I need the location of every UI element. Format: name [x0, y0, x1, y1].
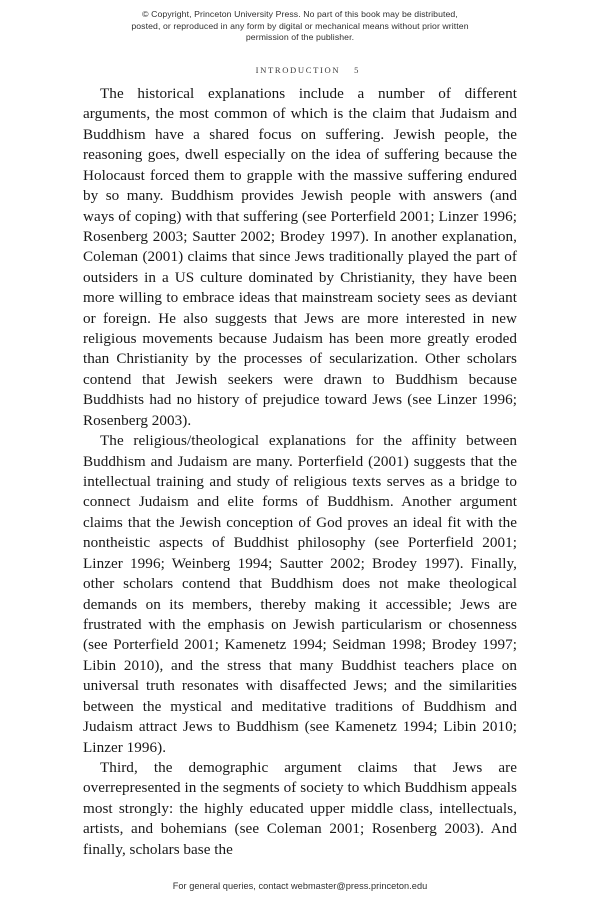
- page-number: 5: [354, 65, 360, 75]
- paragraph: The historical explanations include a number of different arguments, the most common of which is the claim that Judaism and Buddhism have a shared focus on suffering. Jewish people, the reasoning goes, dwell especially on the idea of suffering because the Holocaust forced them to grapple with the massive suffering endured by so many. Buddhism provides Jewish people with answers (and ways of coping) with that suffering (see Porterfield 2001; Linzer 1996; Rosenberg 2003; Sautter 2002; Brodey 1997). In another explanation, Coleman (2001) claims that since Jews traditionally played the part of outsiders in a US culture dominated by Christianity, they have been more willing to embrace ideas that mainstream society sees as deviant or foreign. He also suggests that Jews are more interested in new religious movements because Judaism has been more greatly eroded than Christianity by the processes of secularization. Other scholars contend that Jewish seekers were drawn to Buddhism because Buddhists had no history of prejudice toward Jews (see Linzer 1996; Rosenberg 2003).: [83, 85, 517, 429]
- paragraph: The religious/theological explanations for the affinity between Buddhism and Judaism are many. Porterfield (2001) suggests that the intellectual training and study of religious texts serves as a bridge to connect Judaism and elite forms of Buddhism. Another argument claims that the Jewish conception of God proves an ideal fit with the nontheistic aspects of Buddhist philosophy (see Porterfield 2001; Linzer 1996; Weinberg 1994; Sautter 2002; Brodey 1997). Finally, other scholars contend that Buddhism does not make theological demands on its members, thereby making it accessible; Jews are frustrated with the emphasis on Jewish particularism or chosenness (see Porterfield 2001; Kamenetz 1994; Seidman 1998; Brodey 1997; Libin 2010), and the stress that many Buddhist teachers place on universal truth resonates with disaffected Jews; and the similarities between the mystical and meditative traditions of Buddhism and Judaism attract Jews to Buddhism (see Kamenetz 1994; Libin 2010; Linzer 1996).: [83, 432, 517, 756]
- body-text-block: [83, 84, 517, 860]
- copyright-notice: © Copyright, Princeton University Press. No part of this book may be distributed, posted, or reproduced in any form by digital or mechanical means without prior written permission of the publisher.: [131, 9, 469, 43]
- running-head: [0, 55, 600, 85]
- footer-notice: For general queries, contact webmaster@press.princeton.edu: [172, 881, 428, 891]
- paragraph: Third, the demographic argument claims that Jews are overrepresented in the segments of society to which Buddhism appeals most strongly: the highly educated upper middle class, intellectuals, artists, and bohemians (see Coleman 2001; Rosenberg 2003). And finally, scholars base the: [83, 758, 517, 858]
- running-head-title: INTRODUCTION: [255, 65, 341, 75]
